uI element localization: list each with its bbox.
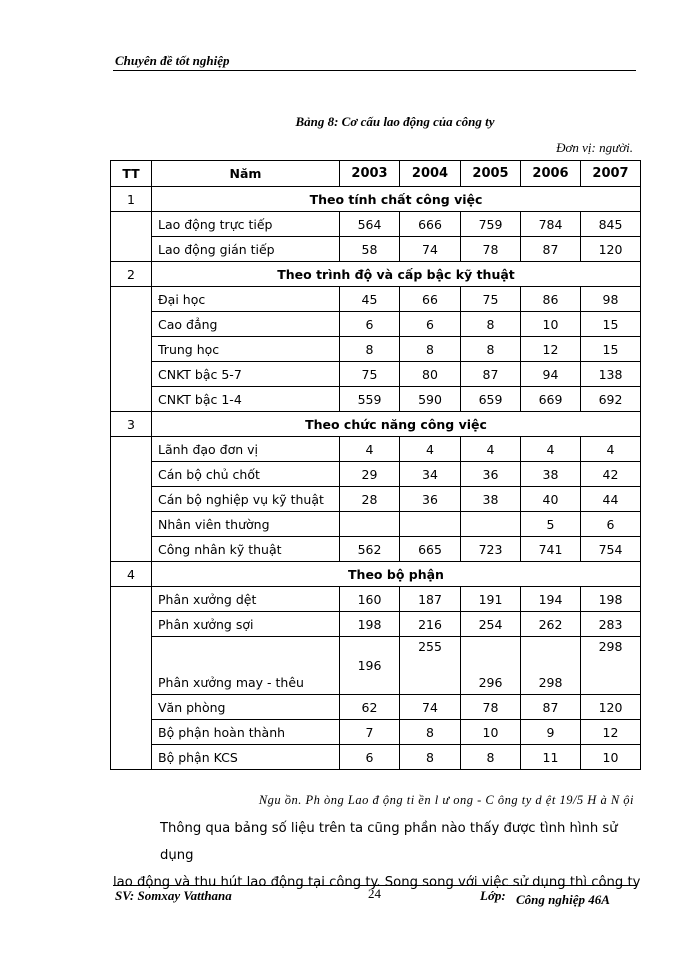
cell-value: 564 bbox=[340, 212, 400, 237]
cell-value: 10 bbox=[461, 720, 521, 745]
tt-blank-cell bbox=[111, 437, 152, 562]
page-header bbox=[113, 53, 636, 71]
table-row bbox=[111, 312, 641, 337]
cell-value: 6 bbox=[400, 312, 461, 337]
cell-value: 4 bbox=[461, 437, 521, 462]
cell-value bbox=[340, 512, 400, 537]
cell-value: 34 bbox=[400, 462, 461, 487]
cell-value: 665 bbox=[400, 537, 461, 562]
section-row bbox=[111, 562, 641, 587]
section-title: Theo chức năng công việc bbox=[152, 412, 641, 437]
row-label: Trung học bbox=[152, 337, 340, 362]
cell-value: 75 bbox=[461, 287, 521, 312]
table-header-row bbox=[111, 161, 641, 187]
cell-value: 12 bbox=[521, 337, 581, 362]
row-label: Cán bộ chủ chốt bbox=[152, 462, 340, 487]
cell-value: 38 bbox=[521, 462, 581, 487]
header-year: 2003 bbox=[340, 161, 400, 187]
header-year-label: Năm bbox=[152, 161, 340, 187]
cell-value: 29 bbox=[340, 462, 400, 487]
cell-value: 42 bbox=[581, 462, 641, 487]
cell-value: 562 bbox=[340, 537, 400, 562]
cell-value: 255 bbox=[400, 637, 461, 695]
cell-value: 86 bbox=[521, 287, 581, 312]
cell-value: 8 bbox=[461, 745, 521, 770]
row-label: Cán bộ nghiệp vụ kỹ thuật bbox=[152, 487, 340, 512]
unit-label: Đơn vị: người. bbox=[556, 140, 633, 155]
cell-value: 78 bbox=[461, 237, 521, 262]
header-tt: TT bbox=[111, 161, 152, 187]
table-row bbox=[111, 695, 641, 720]
cell-value: 8 bbox=[340, 337, 400, 362]
section-row bbox=[111, 187, 641, 212]
header-year: 2006 bbox=[521, 161, 581, 187]
cell-value: 4 bbox=[400, 437, 461, 462]
cell-value: 78 bbox=[461, 695, 521, 720]
row-label: Công nhân kỹ thuật bbox=[152, 537, 340, 562]
row-label: Phân xưởng dệt bbox=[152, 587, 340, 612]
table-row bbox=[111, 287, 641, 312]
cell-value: 4 bbox=[340, 437, 400, 462]
cell-value: 754 bbox=[581, 537, 641, 562]
cell-value: 198 bbox=[340, 612, 400, 637]
cell-value: 6 bbox=[340, 312, 400, 337]
row-label: Cao đẳng bbox=[152, 312, 340, 337]
table-row bbox=[111, 362, 641, 387]
cell-value: 666 bbox=[400, 212, 461, 237]
section-row bbox=[111, 262, 641, 287]
cell-value: 87 bbox=[461, 362, 521, 387]
paragraph-line-2: lao động và thu hút lao động tại công ty. Song song với việc sử dụng thì công ty bbox=[113, 875, 641, 890]
labor-structure-table bbox=[110, 160, 641, 770]
cell-value: 138 bbox=[581, 362, 641, 387]
cell-value: 15 bbox=[581, 337, 641, 362]
cell-value: 191 bbox=[461, 587, 521, 612]
cell-value: 11 bbox=[521, 745, 581, 770]
cell-value: 198 bbox=[581, 587, 641, 612]
section-number: 3 bbox=[111, 412, 152, 437]
table-row bbox=[111, 720, 641, 745]
section-row bbox=[111, 412, 641, 437]
class-value: Công nghiệp 46A bbox=[516, 892, 610, 907]
row-label: Đại học bbox=[152, 287, 340, 312]
row-label: Nhân viên thường bbox=[152, 512, 340, 537]
cell-value: 254 bbox=[461, 612, 521, 637]
header-year: 2007 bbox=[581, 161, 641, 187]
cell-value: 87 bbox=[521, 695, 581, 720]
source-note: Ngu ồn. Ph òng Lao đ ộng ti ền l ư ong - C ông ty d ệt 19/5 H à N ội bbox=[258, 793, 634, 807]
section-number: 1 bbox=[111, 187, 152, 212]
paragraph-line-1: Thông qua bảng số liệu trên ta cũng phần nào thấy được tình hình sử dụng bbox=[160, 821, 618, 863]
cell-value: 40 bbox=[521, 487, 581, 512]
cell-value: 80 bbox=[400, 362, 461, 387]
cell-value: 5 bbox=[521, 512, 581, 537]
cell-value: 15 bbox=[581, 312, 641, 337]
cell-value: 94 bbox=[521, 362, 581, 387]
cell-value: 28 bbox=[340, 487, 400, 512]
cell-value: 12 bbox=[581, 720, 641, 745]
cell-value: 8 bbox=[400, 745, 461, 770]
cell-value bbox=[461, 512, 521, 537]
row-label: Phân xưởng may - thêu bbox=[152, 637, 340, 695]
section-title: Theo trình độ và cấp bậc kỹ thuật bbox=[152, 262, 641, 287]
table-row bbox=[111, 337, 641, 362]
cell-value: 187 bbox=[400, 587, 461, 612]
body-paragraph bbox=[113, 815, 648, 896]
section-title: Theo bộ phận bbox=[152, 562, 641, 587]
tt-blank-cell bbox=[111, 287, 152, 412]
cell-value: 45 bbox=[340, 287, 400, 312]
cell-value: 194 bbox=[521, 587, 581, 612]
cell-value: 10 bbox=[581, 745, 641, 770]
table-row bbox=[111, 587, 641, 612]
row-label: Bộ phận hoàn thành bbox=[152, 720, 340, 745]
header-year: 2004 bbox=[400, 161, 461, 187]
cell-value: 298 bbox=[581, 637, 641, 695]
cell-value: 216 bbox=[400, 612, 461, 637]
cell-value: 58 bbox=[340, 237, 400, 262]
cell-value: 659 bbox=[461, 387, 521, 412]
cell-value: 559 bbox=[340, 387, 400, 412]
row-label: Lãnh đạo đơn vị bbox=[152, 437, 340, 462]
header-title: Chuyên đề tốt nghiệp bbox=[115, 53, 230, 68]
cell-value: 62 bbox=[340, 695, 400, 720]
table-row bbox=[111, 537, 641, 562]
header-year: 2005 bbox=[461, 161, 521, 187]
section-number: 4 bbox=[111, 562, 152, 587]
cell-value: 262 bbox=[521, 612, 581, 637]
cell-value: 36 bbox=[461, 462, 521, 487]
row-label: Bộ phận KCS bbox=[152, 745, 340, 770]
page-number: 24 bbox=[368, 886, 381, 901]
cell-value: 7 bbox=[340, 720, 400, 745]
row-label: Lao động gián tiếp bbox=[152, 237, 340, 262]
row-label: Phân xưởng sợi bbox=[152, 612, 340, 637]
cell-value: 74 bbox=[400, 695, 461, 720]
page-footer bbox=[113, 885, 636, 916]
tt-blank-cell bbox=[111, 212, 152, 262]
cell-value: 8 bbox=[400, 720, 461, 745]
cell-value: 74 bbox=[400, 237, 461, 262]
cell-value: 8 bbox=[461, 312, 521, 337]
table-row bbox=[111, 637, 641, 695]
table-row bbox=[111, 487, 641, 512]
cell-value: 6 bbox=[581, 512, 641, 537]
row-label: CNKT bậc 1-4 bbox=[152, 387, 340, 412]
cell-value: 196 bbox=[340, 637, 400, 695]
cell-value: 296 bbox=[461, 637, 521, 695]
student-name: SV: Somxay Vatthana bbox=[115, 888, 232, 903]
cell-value: 98 bbox=[581, 287, 641, 312]
class-label: Lớp: bbox=[480, 888, 506, 903]
cell-value: 120 bbox=[581, 237, 641, 262]
cell-value: 160 bbox=[340, 587, 400, 612]
table-row bbox=[111, 387, 641, 412]
table-row bbox=[111, 212, 641, 237]
section-title: Theo tính chất công việc bbox=[152, 187, 641, 212]
table-row bbox=[111, 612, 641, 637]
cell-value: 6 bbox=[340, 745, 400, 770]
cell-value: 845 bbox=[581, 212, 641, 237]
row-label: Văn phòng bbox=[152, 695, 340, 720]
table-row bbox=[111, 745, 641, 770]
row-label: Lao động trực tiếp bbox=[152, 212, 340, 237]
cell-value: 590 bbox=[400, 387, 461, 412]
cell-value: 669 bbox=[521, 387, 581, 412]
cell-value: 87 bbox=[521, 237, 581, 262]
cell-value: 759 bbox=[461, 212, 521, 237]
cell-value: 38 bbox=[461, 487, 521, 512]
section-number: 2 bbox=[111, 262, 152, 287]
tt-blank-cell bbox=[111, 587, 152, 770]
cell-value: 10 bbox=[521, 312, 581, 337]
cell-value: 9 bbox=[521, 720, 581, 745]
cell-value: 8 bbox=[461, 337, 521, 362]
cell-value: 283 bbox=[581, 612, 641, 637]
cell-value: 741 bbox=[521, 537, 581, 562]
cell-value: 36 bbox=[400, 487, 461, 512]
cell-value: 66 bbox=[400, 287, 461, 312]
cell-value: 75 bbox=[340, 362, 400, 387]
table-row bbox=[111, 437, 641, 462]
cell-value: 4 bbox=[521, 437, 581, 462]
row-label: CNKT bậc 5-7 bbox=[152, 362, 340, 387]
table-row bbox=[111, 512, 641, 537]
cell-value bbox=[400, 512, 461, 537]
cell-value: 692 bbox=[581, 387, 641, 412]
cell-value: 8 bbox=[400, 337, 461, 362]
cell-value: 44 bbox=[581, 487, 641, 512]
cell-value: 4 bbox=[581, 437, 641, 462]
cell-value: 120 bbox=[581, 695, 641, 720]
cell-value: 784 bbox=[521, 212, 581, 237]
table-row bbox=[111, 462, 641, 487]
cell-value: 723 bbox=[461, 537, 521, 562]
cell-value: 298 bbox=[521, 637, 581, 695]
table-caption: Bảng 8: Cơ cấu lao động của công ty bbox=[295, 114, 495, 129]
table-row bbox=[111, 237, 641, 262]
